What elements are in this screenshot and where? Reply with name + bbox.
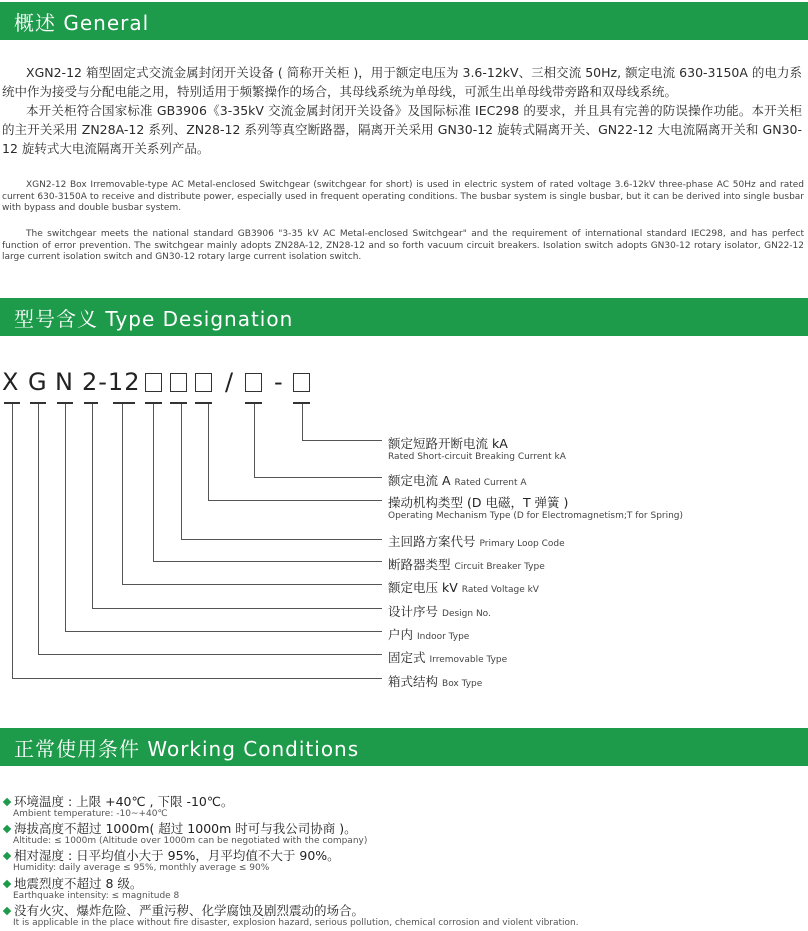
leader-line [254, 404, 255, 478]
diamond-bullet-icon [3, 852, 11, 860]
designation-label: 额定电流 A Rated Current A [388, 473, 527, 488]
leader-line [254, 477, 382, 478]
section-header-general [0, 2, 808, 40]
leader-line [65, 404, 66, 632]
condition-item: 相对湿度 : 日平均值小大于 95%，月平均值不大于 90%。 Humidity: daily average ≤ 95%, monthly average ≤ 90% [3, 848, 340, 874]
general-paragraph-en-2: The switchgear meets the national standard GB3906 "3-35 kV AC Metal-enclosed Switchgear" and the requirement of international standard IEC298, and has perfect function of error prevention. The switchgear mainly adopts ZN28A-12, ZN28-12 and so forth vacuum circuit breakers. Isolation switch adopts GN30-12 rotary isolator, GN22-12 large current isolation switch and GN30-12 rotary large current isolation switch. [2, 229, 804, 262]
leader-line [65, 631, 382, 632]
model-number: 2-12 [82, 368, 141, 396]
condition-item: 环境温度 : 上限 +40℃ , 下限 -10℃。 Ambient temperature: -10~+40℃ [3, 794, 233, 820]
leader-line [208, 404, 209, 501]
designation-label: 固定式 Irremovable Type [388, 650, 508, 665]
designation-label: 户内 Indoor Type [388, 627, 470, 642]
condition-item: 地震烈度不超过 8 级。 Earthquake intensity: ≤ magnitude 8 [3, 876, 179, 902]
section-header-type-designation [0, 298, 808, 336]
underline [84, 402, 98, 404]
model-letter-n: N [55, 368, 74, 396]
placeholder-box [293, 373, 310, 392]
leader-line [122, 404, 123, 585]
designation-label: 额定电压 kV Rated Voltage kV [388, 580, 539, 595]
model-letter-x: X [2, 368, 20, 396]
designation-label: 操动机构类型 (D 电磁，T 弹簧 ) Operating Mechanism Type (D for Electromagnetism;T for Spring) [388, 495, 684, 521]
condition-item: 海拔高度不超过 1000m( 超过 1000m 时可与我公司协商 )。 Altitude: ≤ 1000m (Altitude over 1000m can be negotiated with the company) [3, 821, 367, 847]
leader-line [153, 404, 154, 562]
underline [170, 402, 187, 404]
underline [195, 402, 212, 404]
model-dash: - [274, 368, 284, 396]
designation-label: 断路器类型 Circuit Breaker Type [388, 557, 545, 572]
general-paragraph-en-1: XGN2-12 Box Irremovable-type AC Metal-enclosed Switchgear (switchgear for short) is used in electric system of rated voltage 3.6-12kV three-phase AC 50Hz and rated current 630-3150A to receive and distribute power, especially used in frequent operating conditions. The busbar system is single busbar, but it can be derived into single busbar with bypass and double busbar system. [2, 180, 804, 213]
leader-line [38, 654, 382, 655]
underline [113, 402, 135, 404]
diamond-bullet-icon [3, 907, 11, 915]
section-title: 型号含义 Type Designation [14, 306, 294, 331]
section-title: 概述 General [14, 10, 150, 35]
leader-line [208, 500, 382, 501]
leader-line [122, 584, 382, 585]
model-slash: / [225, 368, 235, 396]
designation-label: 箱式结构 Box Type [388, 674, 483, 689]
condition-item: 没有火灾、爆炸危险、严重污秽、化学腐蚀及剧烈震动的场合。 It is applicable in the place without fire disaster, explosion hazard, serious pollution, chemical corrosion and violent vibration. [3, 903, 579, 929]
leader-line [181, 539, 382, 540]
leader-line [12, 678, 382, 679]
leader-line [92, 608, 382, 609]
placeholder-box [245, 373, 262, 392]
model-letter-g: G [28, 368, 48, 396]
placeholder-box [145, 373, 162, 392]
leader-line [181, 404, 182, 540]
leader-line [302, 440, 382, 441]
designation-label: 额定短路开断电流 kA Rated Short-circuit Breaking Current kA [388, 436, 566, 462]
placeholder-box [195, 373, 212, 392]
placeholder-box [170, 373, 187, 392]
diamond-bullet-icon [3, 880, 11, 888]
leader-line [38, 404, 39, 655]
leader-line [302, 404, 303, 441]
leader-line [92, 404, 93, 609]
leader-line [153, 561, 382, 562]
diamond-bullet-icon [3, 798, 11, 806]
designation-label: 主回路方案代号 Primary Loop Code [388, 534, 565, 549]
general-paragraph-cn-1: XGN2-12 箱型固定式交流金属封闭开关设备 ( 简称开关柜 )，用于额定电压为 3.6-12kV、三相交流 50Hz, 额定电流 630-3150A 的电力系统中作为接受与分配电能之用，特别适用于频繁操作的场合，其母线系统为单母线，可派生出单母线带旁路和双母线系统。 [2, 65, 802, 99]
general-paragraph-cn-2: 本开关柜符合国家标准 GB3906《3-35kV 交流金属封闭开关设备》及国际标准 IEC298 的要求，并且具有完善的防误操作功能。本开关柜的主开关采用 ZN28A-12 系列、ZN28-12 系列等真空断路器，隔离开关采用 GN30-12 旋转式隔离开关、GN22-12 大电流隔离开关和 GN30-12 旋转式大电流隔离开关系列产品。 [2, 103, 802, 156]
designation-label: 设计序号 Design No. [388, 604, 491, 619]
section-title: 正常使用条件 Working Conditions [14, 736, 360, 761]
leader-line [12, 404, 13, 679]
section-header-working-conditions [0, 728, 808, 766]
diamond-bullet-icon [3, 825, 11, 833]
